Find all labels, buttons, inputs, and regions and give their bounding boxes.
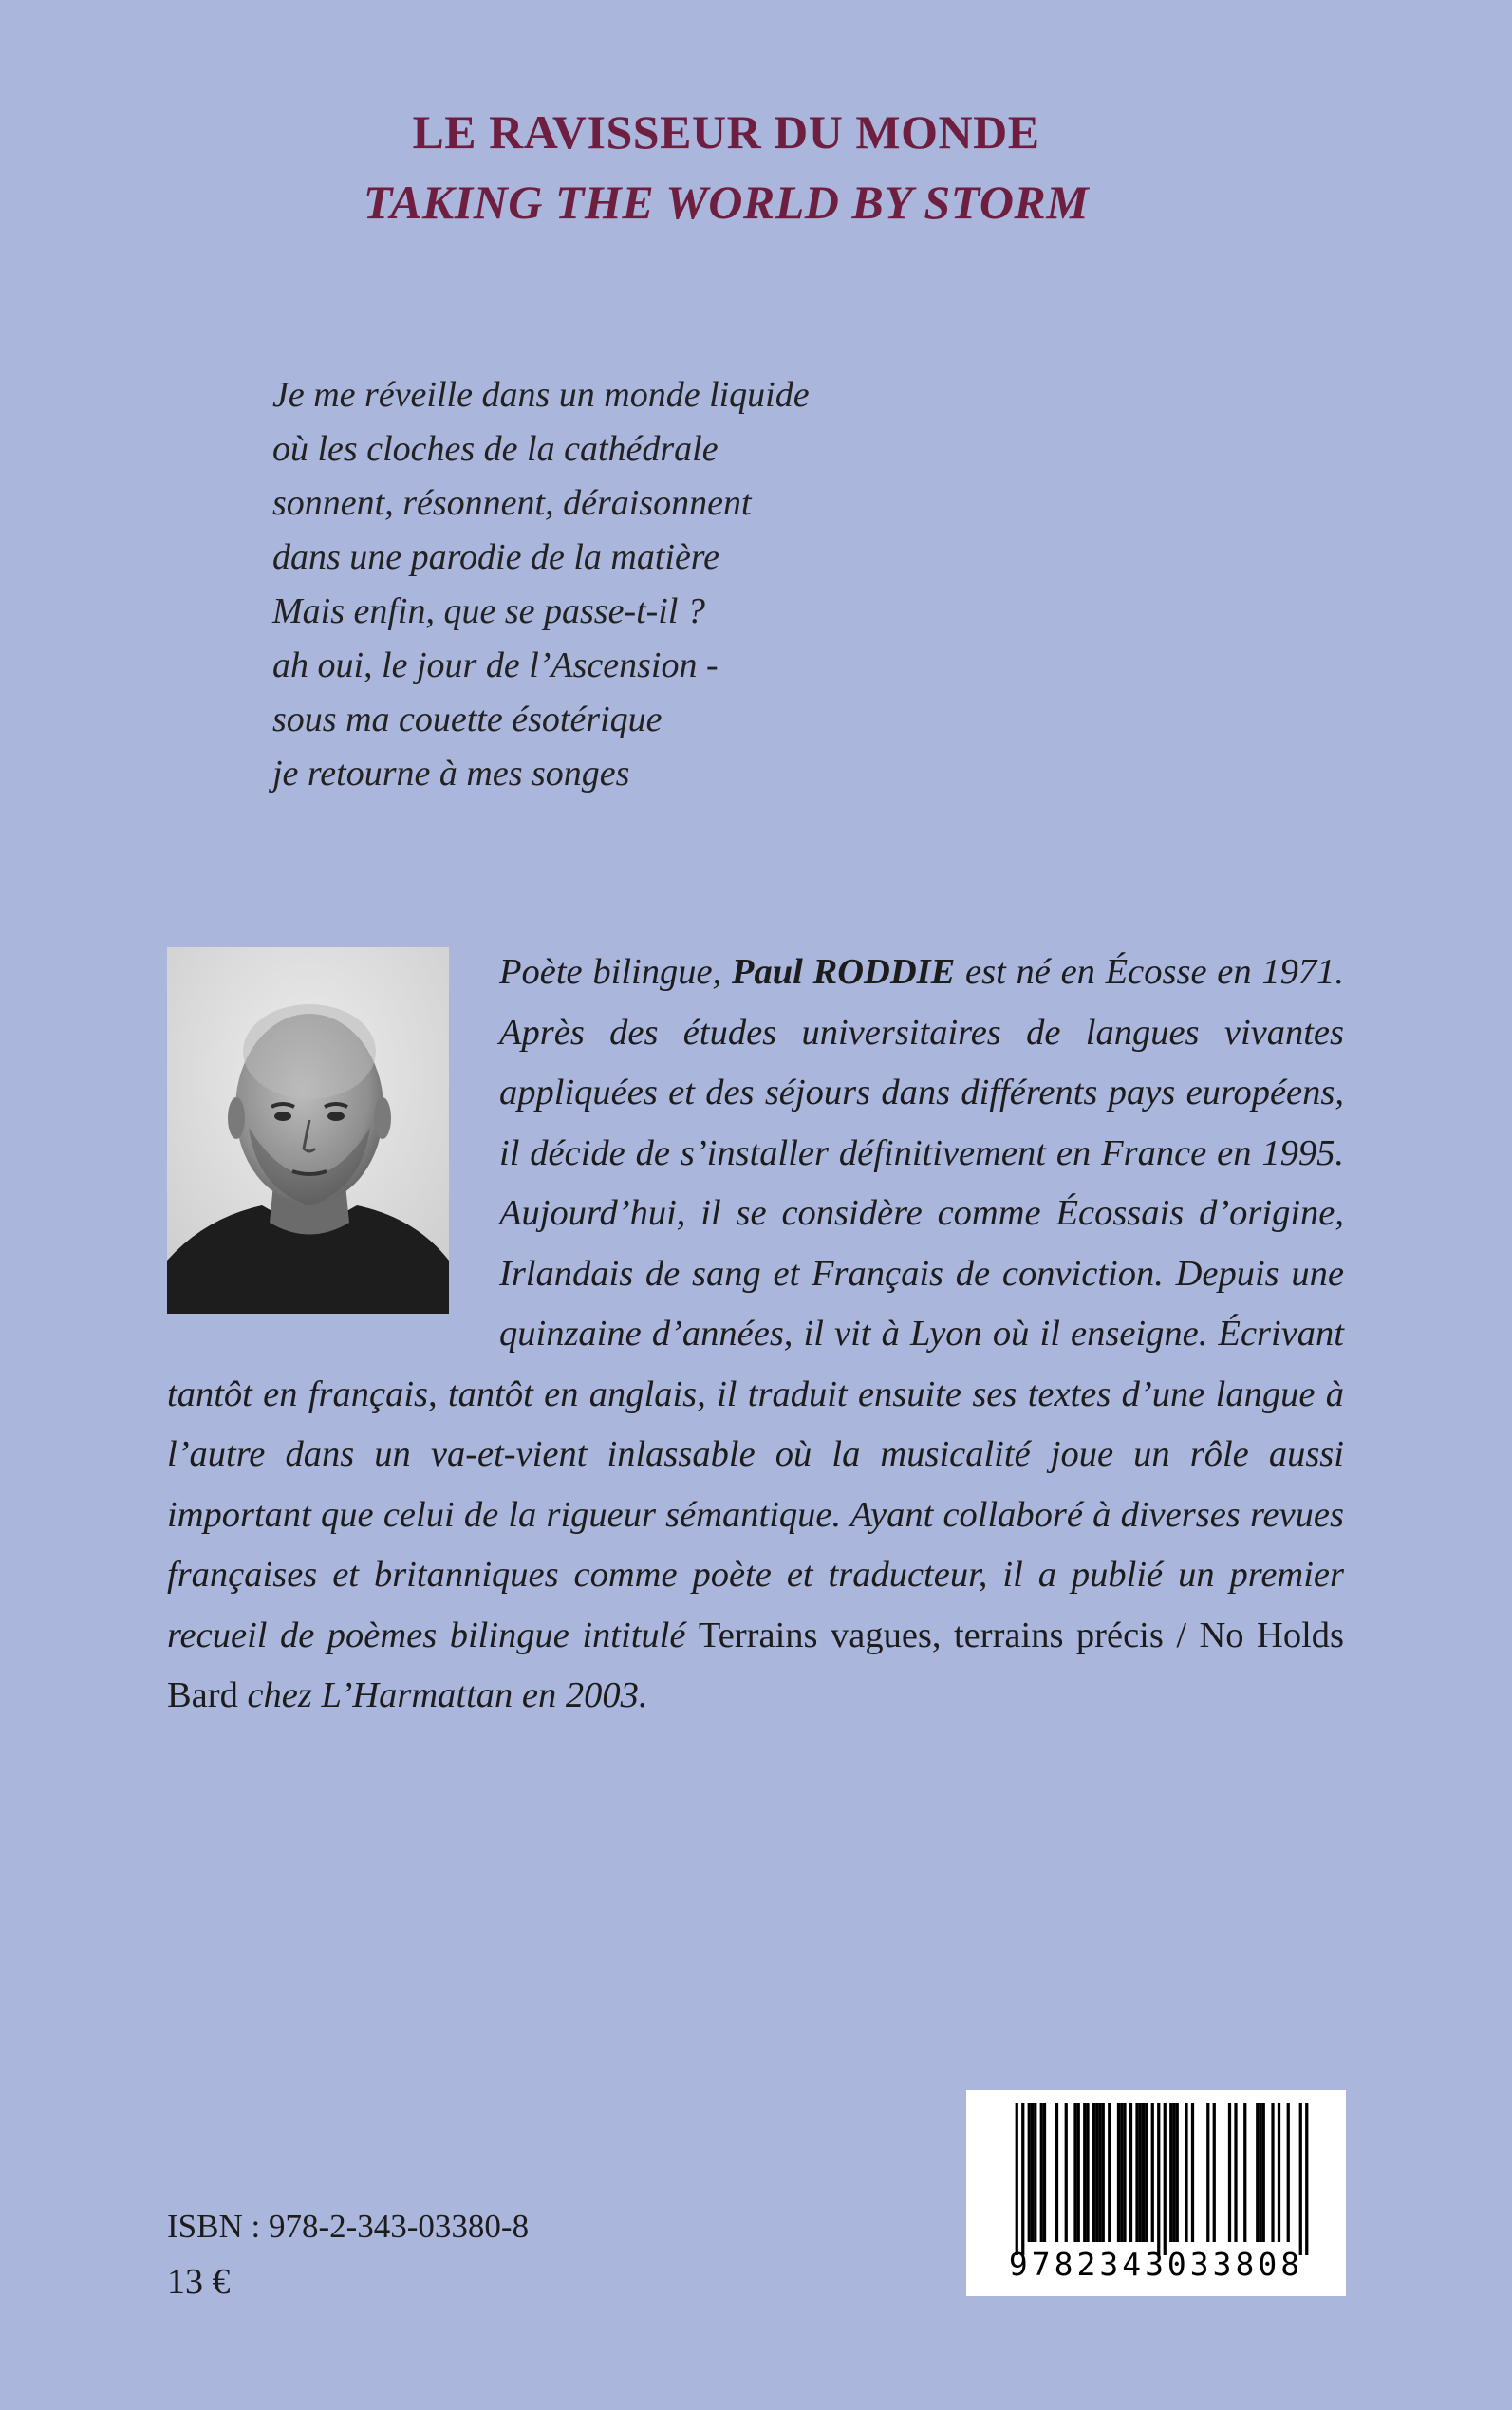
title-french: LE RAVISSEUR DU MONDE bbox=[412, 105, 1040, 159]
barcode-bar bbox=[1117, 2103, 1120, 2242]
author-name: Paul RODDIE bbox=[731, 952, 956, 992]
barcode-bar bbox=[1305, 2103, 1308, 2255]
barcode-bar bbox=[1028, 2103, 1031, 2242]
barcode-bar bbox=[1043, 2103, 1046, 2242]
barcode-bar bbox=[1142, 2103, 1145, 2242]
barcode-digits: 9782343033808 bbox=[1008, 2246, 1304, 2283]
barcode-bar bbox=[1016, 2103, 1018, 2255]
poem-line: dans une parodie de la matière bbox=[272, 537, 720, 577]
barcode-bar bbox=[1164, 2103, 1167, 2255]
bio-lead: Poète bilingue, bbox=[499, 952, 722, 992]
barcode-bar bbox=[1278, 2103, 1280, 2242]
barcode-bar bbox=[1102, 2103, 1105, 2242]
title-english: TAKING THE WORLD BY STORM bbox=[363, 176, 1090, 229]
barcode-bar bbox=[1123, 2103, 1126, 2242]
barcode-bar bbox=[1021, 2103, 1024, 2255]
barcode-bar bbox=[1206, 2103, 1209, 2242]
poem-excerpt bbox=[272, 368, 1032, 801]
price: 13 € bbox=[167, 2262, 231, 2302]
barcode-bar bbox=[1259, 2103, 1261, 2242]
barcode-bar bbox=[1256, 2103, 1259, 2242]
photo-spacer bbox=[167, 943, 499, 1322]
barcode-bar bbox=[1157, 2103, 1160, 2255]
barcode-bar bbox=[1031, 2103, 1034, 2242]
barcode-bar bbox=[1034, 2103, 1036, 2242]
poem-line: Mais enfin, que se passe-t-il ? bbox=[272, 591, 705, 631]
barcode-bar bbox=[1185, 2103, 1187, 2242]
poem-line: ah oui, le jour de l’Ascension - bbox=[272, 645, 719, 685]
poem-line: Je me réveille dans un monde liquide bbox=[272, 375, 810, 415]
barcode-bar bbox=[1228, 2103, 1231, 2242]
barcode-bar bbox=[1262, 2103, 1265, 2242]
author-biography bbox=[167, 943, 1344, 1727]
barcode-bar bbox=[1065, 2103, 1068, 2242]
barcode-bar bbox=[1234, 2103, 1237, 2242]
barcode-bar bbox=[1086, 2103, 1089, 2242]
barcode-bar bbox=[1055, 2103, 1058, 2242]
barcode-bar bbox=[1243, 2103, 1246, 2242]
barcode-bar bbox=[1083, 2103, 1086, 2242]
barcode-bar bbox=[1169, 2103, 1172, 2242]
barcode-bar bbox=[1287, 2103, 1290, 2242]
barcode-bar bbox=[1176, 2103, 1179, 2242]
barcode-bar bbox=[1139, 2103, 1142, 2242]
barcode-bar bbox=[1077, 2103, 1080, 2242]
previous-book-title: Terrains vagues, terrains précis / No Holds Bard bbox=[167, 1615, 1345, 1715]
barcode-bar bbox=[1151, 2103, 1154, 2242]
barcode-bar bbox=[1108, 2103, 1111, 2242]
barcode-bar bbox=[1098, 2103, 1101, 2242]
barcode-bar bbox=[1073, 2103, 1076, 2242]
barcode-bar bbox=[1299, 2103, 1302, 2255]
barcode-bar bbox=[1095, 2103, 1098, 2242]
barcode-bar bbox=[1191, 2103, 1194, 2242]
barcode-bar bbox=[1129, 2103, 1132, 2242]
poem-line: où les cloches de la cathédrale bbox=[272, 429, 719, 469]
barcode-bar bbox=[1120, 2103, 1123, 2242]
poem-line: sous ma couette ésotérique bbox=[272, 700, 663, 739]
barcode-bar bbox=[1092, 2103, 1095, 2242]
barcode bbox=[966, 2090, 1346, 2296]
bio-text-end: chez L’Harmattan en 2003. bbox=[247, 1675, 648, 1715]
poem-line: je retourne à mes songes bbox=[272, 754, 630, 794]
isbn: ISBN : 978-2-343-03380-8 bbox=[167, 2208, 530, 2245]
barcode-bar bbox=[1040, 2103, 1043, 2242]
barcode-bar bbox=[1145, 2103, 1148, 2242]
barcode-bar bbox=[1213, 2103, 1216, 2242]
barcode-bar bbox=[1135, 2103, 1138, 2242]
barcode-bar bbox=[1271, 2103, 1274, 2242]
poem-line: sonnent, résonnent, déraisonnent bbox=[272, 483, 752, 523]
barcode-bar bbox=[1172, 2103, 1175, 2242]
bio-text: est né en Écosse en 1971. Après des études universitaires de langues vivantes appliquées et des séjours dans différents pays européens, il décide de s’installer définitivement en France en 1995. Aujourd’hui, il se considère comme Écossais d’origine, Irlandais de sang et Français de conviction. Depuis une quinzaine d’années, il vit à Lyon où il enseigne. Écrivant tantôt en français, tantôt en anglais, il traduit ensuite ses textes d’une langue à l’autre dans un va-et-vient inlassable où la musicalité joue un rôle aussi important que celui de la rigueur sémantique. Ayant collaboré à diverses revues françaises et britanniques comme poète et traducteur, il a publié un premier recueil de poèmes bilingue intitulé bbox=[167, 952, 1344, 1655]
